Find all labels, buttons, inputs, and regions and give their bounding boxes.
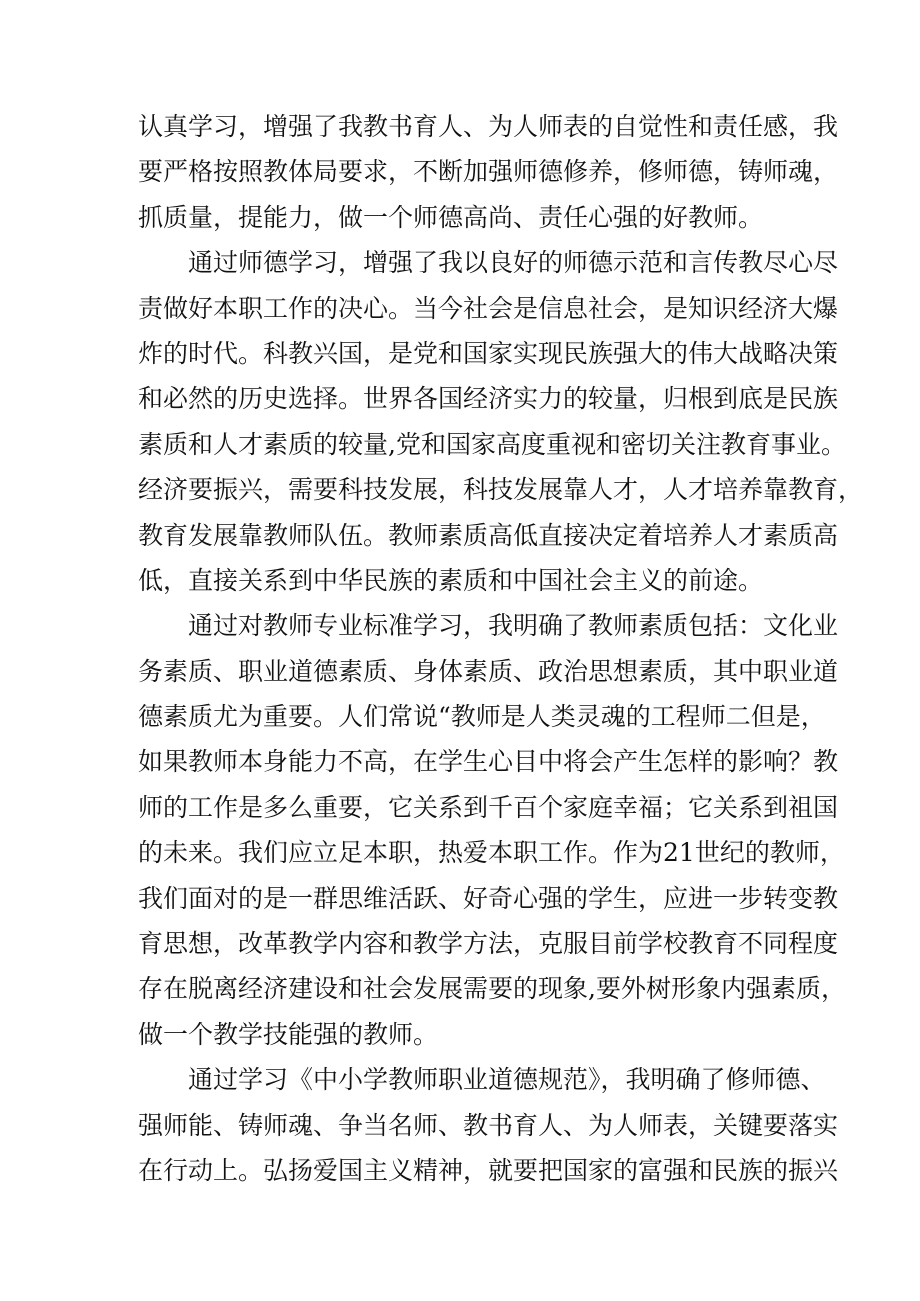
text-line: 教育发展靠教师队伍。教师素质高低直接决定着培养人才素质高 [138, 520, 839, 550]
text-line: 德素质尤为重要。人们常说“教师是人类灵魂的工程师二但是， [138, 702, 826, 732]
text-line: 通过学习《中小学教师职业道德规范》，我明确了修师德、 [188, 1065, 826, 1095]
text-line: 炸的时代。科教兴国，是党和国家实现民族强大的伟大战略决策 [138, 338, 839, 368]
text-line: 做一个教学技能强的教师。 [138, 1019, 439, 1049]
text-line: 要严格按照教体局要求，不断加强师德修养，修师德，铸师魂， [138, 157, 839, 187]
text-line: 在行动上。弘扬爱国主义精神，就要把国家的富强和民族的振兴 [138, 1155, 839, 1185]
text-line: 务素质、职业道德素质、身体素质、政治思想素质，其中职业道 [138, 656, 839, 686]
text-line: 如果教师本身能力不高，在学生心目中将会产生怎样的影响？教 [138, 747, 839, 777]
text-line: 低，直接关系到中华民族的素质和中国社会主义的前途。 [138, 565, 764, 595]
text-line: 育思想，改革教学内容和教学方法，克服目前学校教育不同程度 [138, 929, 839, 959]
text-line: 素质和人才素质的较量,党和国家高度重视和密切关注教育事业。 [138, 429, 846, 459]
text-line: 责做好本职工作的决心。当今社会是信息社会，是知识经济大爆 [138, 293, 839, 323]
text-line: 认真学习，增强了我教书育人、为人师表的自觉性和责任感，我 [138, 112, 839, 141]
text-line: 师的工作是多么重要，它关系到千百个家庭幸福；它关系到祖国 [138, 792, 839, 822]
text-line: 经济要振兴，需要科技发展，科技发展靠人才，人才培养靠教育， [138, 475, 864, 505]
document-body [138, 104, 864, 1193]
text-line: 抓质量，提能力，做一个师德高尚、责任心强的好教师。 [138, 202, 764, 232]
text-line: 存在脱离经济建设和社会发展需要的现象,要外树形象内强素质， [138, 974, 846, 1004]
text-line: 和必然的历史选择。世界各国经济实力的较量，归根到底是民族 [138, 384, 839, 414]
text-line: 强师能、铸师魂、争当名师、教书育人、为人师表，关键要落实 [138, 1110, 839, 1140]
text-line: 我们面对的是一群思维活跃、好奇心强的学生，应进一步转变教 [138, 883, 839, 913]
text-line: 通过对教师专业标准学习，我明确了教师素质包括：文化业 [188, 611, 839, 641]
text-line: 通过师德学习，增强了我以良好的师德示范和言传教尽心尽 [188, 248, 839, 278]
text-line: 的未来。我们应立足本职，热爱本职工作。作为21世纪的教师， [138, 838, 845, 868]
